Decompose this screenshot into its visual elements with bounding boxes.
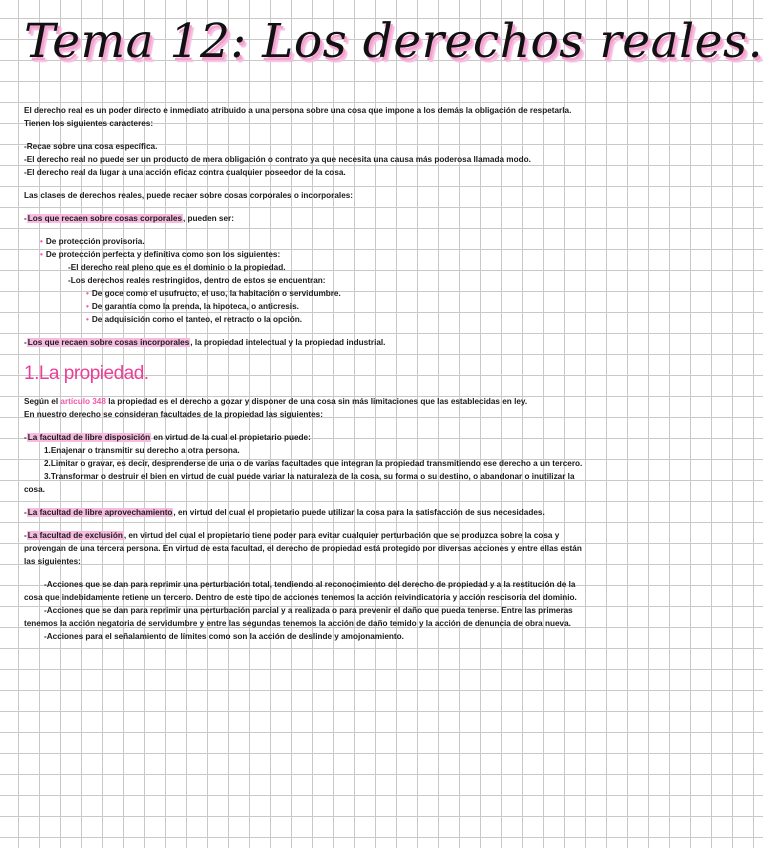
characteristic-2: -El derecho real no puede ser un producto de mera obligación o contrato ya que necesita una causa más poderosa llamada modo. bbox=[24, 155, 531, 164]
disposition-point-3: 3.Transformar o destruir el bien en virtud de cual puede variar la naturaleza de la cosa, su forma o su destino, o abandonar o inutilizar la cosa. bbox=[24, 472, 575, 494]
page-title: Tema 12: Los derechos reales. bbox=[24, 14, 763, 69]
disposition-highlight: La facultad de libre disposición bbox=[27, 433, 151, 442]
bullet-icon: • bbox=[86, 289, 89, 298]
faculties-intro: En nuestro derecho se consideran facultades de la propiedad las siguientes: bbox=[24, 410, 323, 419]
bullet-icon: • bbox=[40, 250, 43, 259]
faculty-disposition: -La facultad de libre disposición en virtud de la cual el propietario puede: bbox=[24, 433, 311, 442]
action-total: -Acciones que se dan para reprimir una perturbación total, tendiendo al reconocimiento del derecho de propiedad y a la restitución de la cosa que indebidamente retiene un tercero. Dentro de este tipo de acciones tenemos la acción reivindicatoria y acción rescisoria del dominio. bbox=[24, 580, 577, 602]
bullet-icon: • bbox=[86, 302, 89, 311]
disposition-point-1: 1.Enajenar o transmitir su derecho a otra persona. bbox=[44, 446, 240, 455]
provisional-item: • De protección provisoria. bbox=[40, 237, 145, 246]
characteristic-1: -Recae sobre una cosa específica. bbox=[24, 142, 158, 151]
classes-intro: Las clases de derechos reales, puede recaer sobre cosas corporales o incorporales: bbox=[24, 191, 354, 200]
incorporal-item: -Los que recaen sobre cosas incorporales, la propiedad intelectual y la propiedad industrial. bbox=[24, 338, 386, 347]
article-reference: artículo 348 bbox=[60, 397, 106, 406]
characteristic-3: -El derecho real da lugar a una acción eficaz contra cualquier poseedor de la cosa. bbox=[24, 168, 346, 177]
disposition-point-2: 2.Limitar o gravar, es decir, desprenderse de una o de varias facultades que integran la propiedad transmitiendo ese derecho a un tercero. bbox=[44, 459, 583, 468]
faculty-use: -La facultad de libre aprovechamiento, en virtud del cual el propietario puede utilizar la cosa para la satisfacción de sus necesidades. bbox=[24, 508, 545, 517]
restricted-rights-item: -Los derechos reales restringidos, dentro de estos se encuentran: bbox=[68, 276, 326, 285]
bullet-icon: • bbox=[86, 315, 89, 324]
corporal-item: -Los que recaen sobre cosas corporales, pueden ser: bbox=[24, 214, 234, 223]
intro-paragraph: El derecho real es un poder directo e inmediato atribuido a una persona sobre una cosa que impone a los demás la obligación de respetarla. bbox=[24, 106, 572, 115]
action-partial: -Acciones que se dan para reprimir una perturbación parcial y a realizada o para prevenir el daño que pueda tenerse. Entre las primeras tenemos la acción negatoria de servidumbre y entre las segundas tenemos la acción de daño temido y la acción de denuncia de obra nueva. bbox=[24, 606, 573, 628]
acquisition-item: • De adquisición como el tanteo, el retracto o la opción. bbox=[86, 315, 303, 324]
corporal-highlight: Los que recaen sobre cosas corporales bbox=[27, 214, 182, 223]
faculty-exclusion: -La facultad de exclusión, en virtud del cual el propietario tiene poder para evitar cualquier perturbación que se produzca sobre la cosa y provengan de una tercera persona. En virtud de esta facultad, el derecho de propiedad está protegido por diversas acciones y entre ellas están las siguientes: bbox=[24, 531, 582, 566]
use-highlight: La facultad de libre aprovechamiento bbox=[27, 508, 173, 517]
section-heading: 1.La propiedad. bbox=[24, 363, 149, 384]
bullet-icon: • bbox=[40, 237, 43, 246]
enjoyment-item: • De goce como el usufructo, el uso, la habitación o servidumbre. bbox=[86, 289, 341, 298]
full-right-item: -El derecho real pleno que es el dominio o la propiedad. bbox=[68, 263, 286, 272]
incorporal-highlight: Los que recaen sobre cosas incorporales bbox=[27, 338, 190, 347]
action-limits: -Acciones para el señalamiento de límites como son la acción de deslinde y amojonamiento. bbox=[44, 632, 404, 641]
exclusion-highlight: La facultad de exclusión bbox=[27, 531, 123, 540]
characteristics-intro: Tienen los siguientes caracteres: bbox=[24, 119, 154, 128]
property-definition: Según el artículo 348 la propiedad es el derecho a gozar y disponer de una cosa sin más limitaciones que las establecidas en ley. bbox=[24, 397, 528, 406]
perfect-item: • De protección perfecta y definitiva como son los siguientes: bbox=[40, 250, 281, 259]
guarantee-item: • De garantía como la prenda, la hipoteca, o anticresis. bbox=[86, 302, 299, 311]
document-body bbox=[24, 104, 584, 643]
